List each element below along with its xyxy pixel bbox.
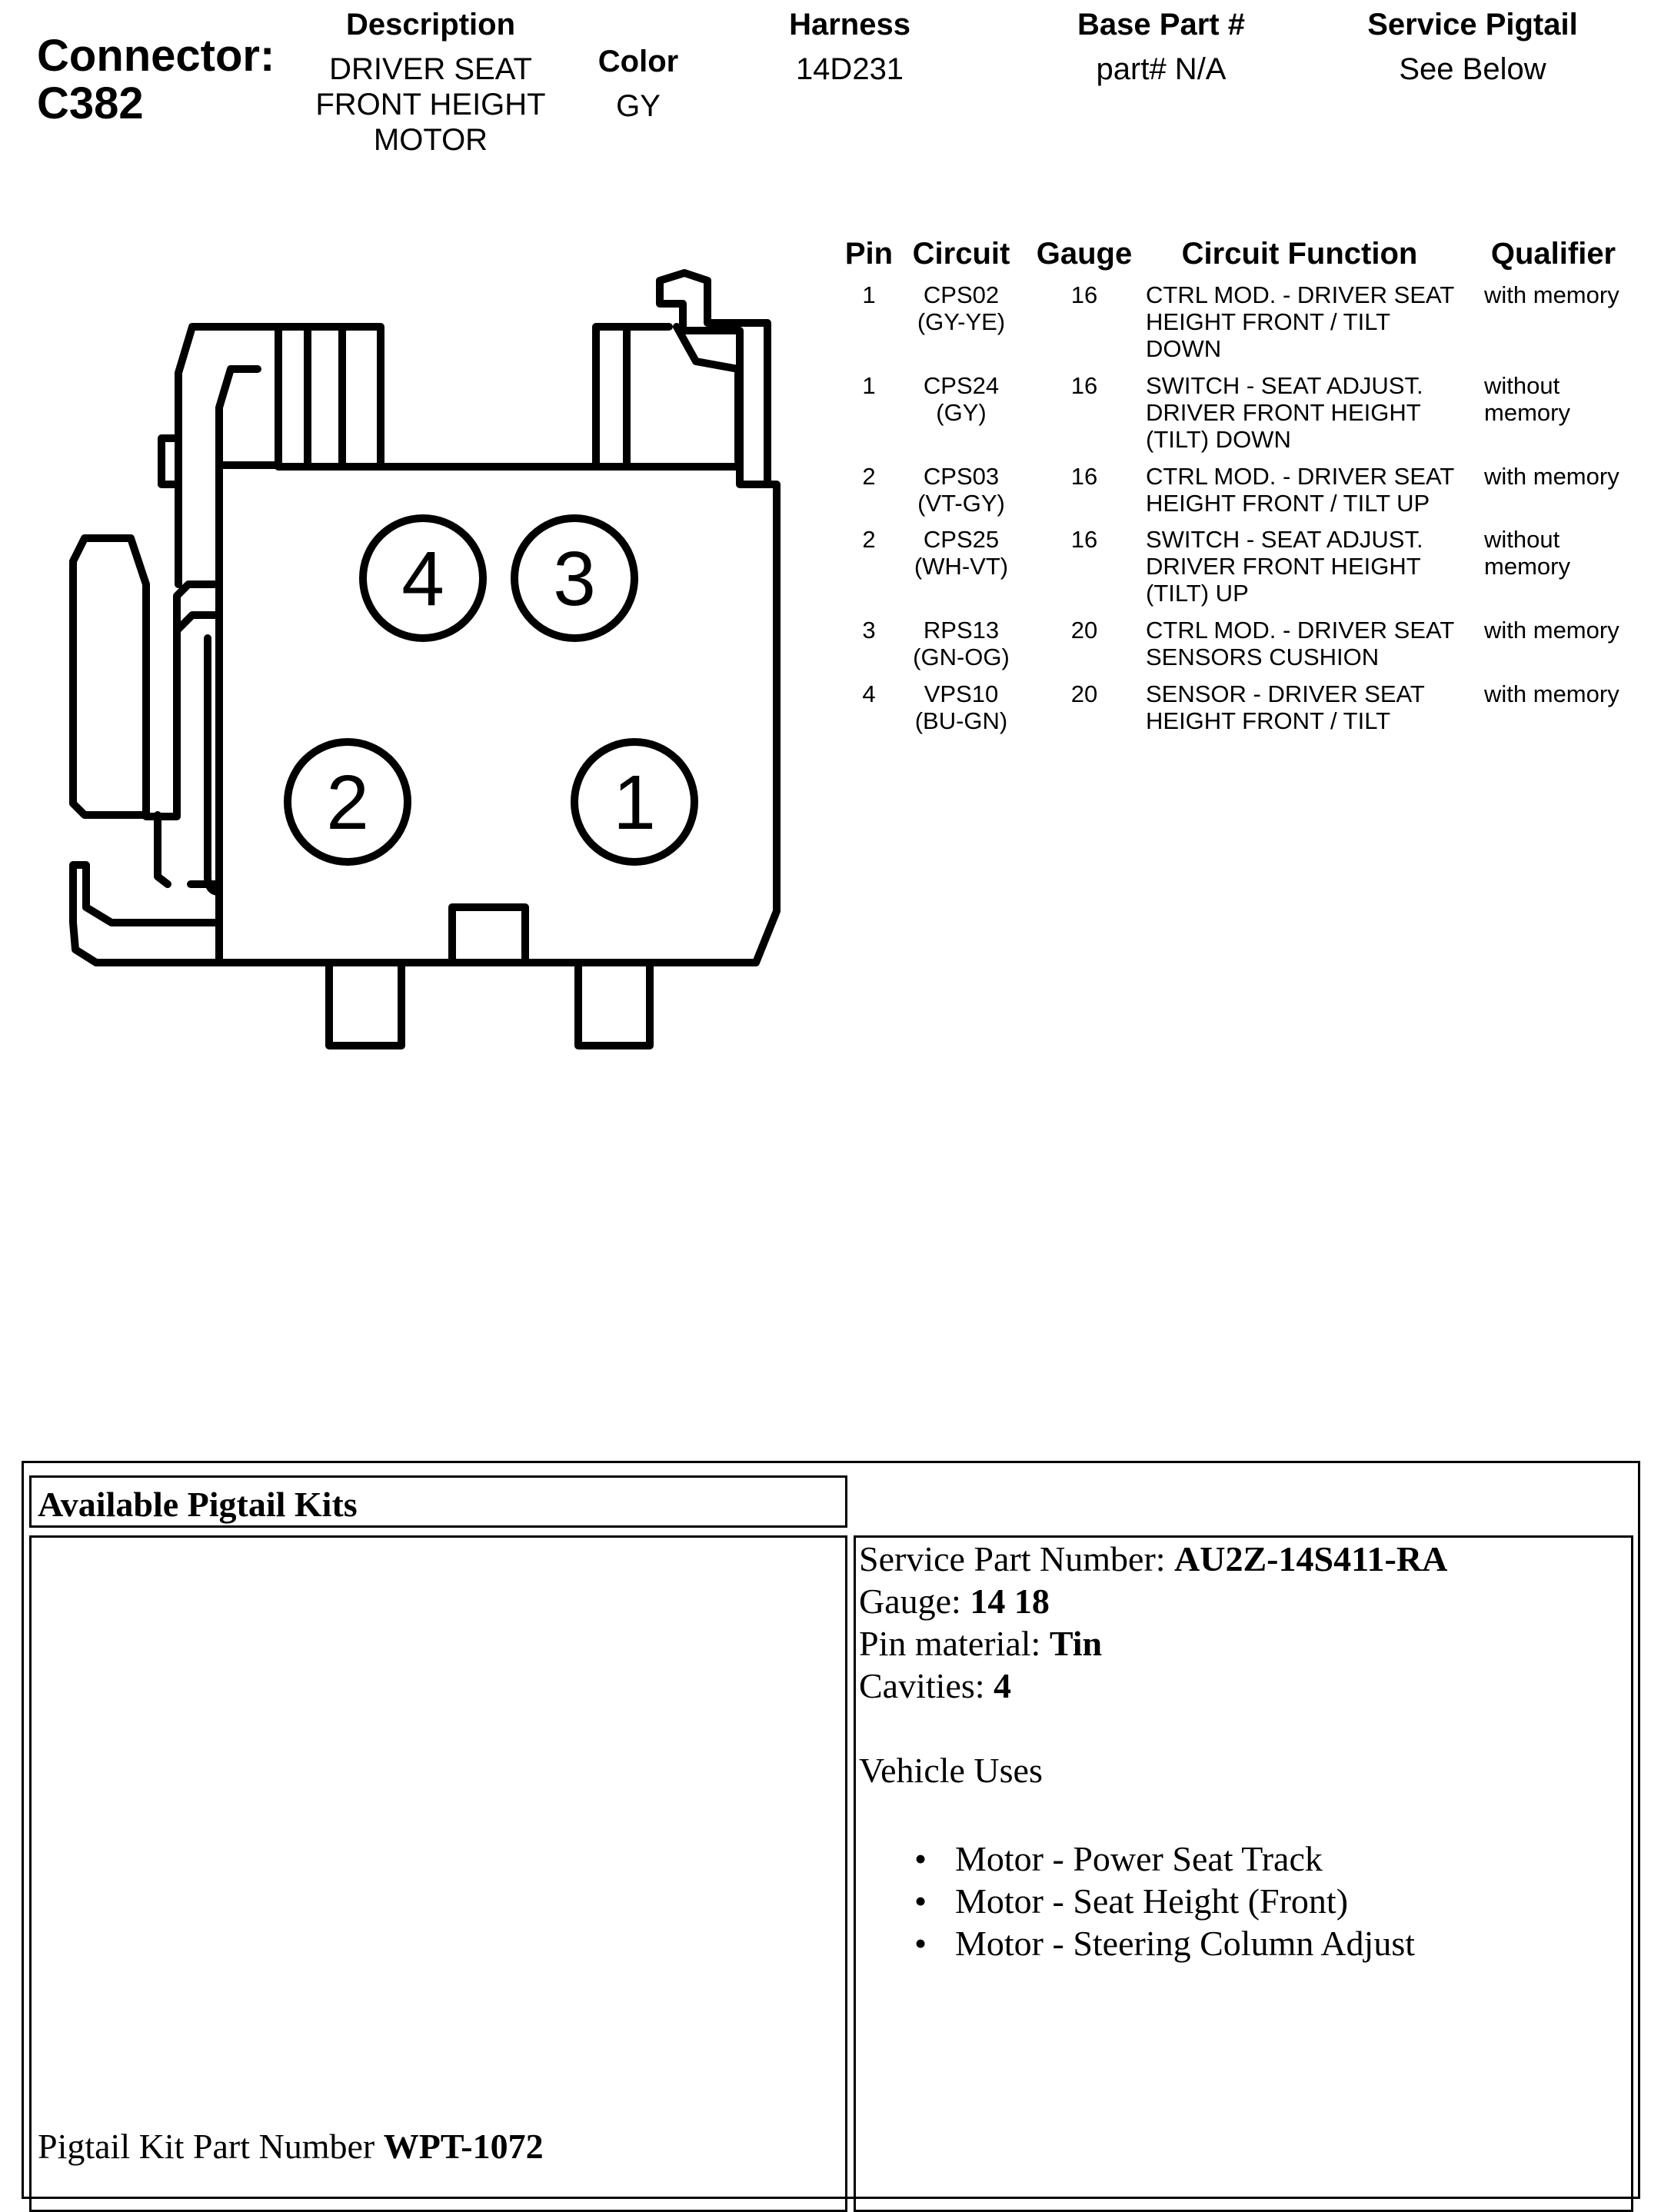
service-part-label: Service Part Number: [859, 1539, 1175, 1578]
col-function-header: Circuit Function [1181, 237, 1418, 271]
row-2-gauge: 16 [1070, 372, 1098, 399]
pin-table [838, 231, 1653, 753]
connector-diagram [0, 0, 815, 1076]
row-4-circuit: CPS25 (WH-VT) [914, 526, 1009, 580]
connector-body [219, 465, 777, 963]
pin-1-label: 1 [613, 760, 656, 846]
list-item: • Motor - Power Seat Track [859, 1838, 1628, 1880]
row-1-circuit: CPS02 (GY-YE) [917, 281, 1006, 335]
service-part-line [859, 1538, 1628, 1580]
cavities-label: Cavities: [859, 1666, 994, 1705]
color-label: Color [597, 45, 679, 78]
pin-material-label: Pin material: [859, 1624, 1050, 1663]
foot-left [329, 963, 401, 1046]
row-4-pin: 2 [862, 526, 876, 553]
pigtail-title: Available Pigtail Kits [38, 1485, 358, 1524]
cavities-value: 4 [994, 1666, 1012, 1705]
cavities-line [859, 1665, 1628, 1707]
row-4-function: SWITCH - SEAT ADJUST. DRIVER FRONT HEIGHT (TILT) UP [1146, 526, 1423, 607]
left-frame [178, 327, 278, 584]
row-1-qualifier: with memory [1484, 281, 1619, 308]
pigtail-title-cell [29, 1475, 847, 1528]
row-6-qualifier: with memory [1484, 680, 1619, 707]
harness-value: 14D231 [795, 52, 904, 86]
list-item: • Motor - Steering Column Adjust [859, 1922, 1628, 1964]
row-5-gauge: 20 [1070, 617, 1098, 644]
row-5-pin: 3 [862, 617, 876, 644]
row-3-circuit: CPS03 (VT-GY) [917, 463, 1005, 517]
row-6-gauge: 20 [1070, 680, 1098, 707]
col-pin-header: Pin [844, 237, 894, 271]
col-gauge-header: Gauge [1036, 237, 1133, 271]
row-4-qualifier: without memory [1484, 526, 1570, 580]
kit-part-label: Pigtail Kit Part Number [38, 2127, 384, 2166]
pigtail-details-cell [854, 1535, 1633, 2212]
right-latch-inner [677, 327, 738, 461]
base-part-value: part# N/A [1096, 52, 1227, 86]
row-6-function: SENSOR - DRIVER SEAT HEIGHT FRONT / TILT [1146, 680, 1425, 734]
row-6-circuit: VPS10 (BU-GN) [914, 680, 1008, 734]
service-pigtail-label: Service Pigtail [1367, 8, 1578, 42]
row-3-qualifier: with memory [1484, 463, 1619, 490]
connector-id: C382 [37, 78, 144, 128]
row-2-circuit: CPS24 (GY) [923, 372, 1000, 426]
gauge-line [859, 1580, 1628, 1622]
row-2-qualifier: without memory [1484, 372, 1570, 426]
row-1-pin: 1 [862, 281, 876, 308]
connector-label: Connector: [37, 31, 275, 81]
top-tower-right [596, 327, 669, 467]
row-3-gauge: 16 [1070, 463, 1098, 490]
row-5-circuit: RPS13 (GN-OG) [913, 617, 1010, 670]
left-bracket [73, 538, 219, 817]
kit-part-value: WPT-1072 [383, 2127, 544, 2166]
vehicle-uses-label: Vehicle Uses [859, 1751, 1043, 1790]
color-value: GY [616, 89, 661, 123]
pigtail-image-cell [29, 1535, 847, 2212]
vehicle-uses-list [859, 1838, 1628, 1964]
service-pigtail-value: See Below [1399, 52, 1546, 86]
pin-material-value: Tin [1049, 1624, 1103, 1663]
pigtail-kit-part [38, 2126, 544, 2167]
harness-label: Harness [789, 8, 910, 42]
col-qualifier-header: Qualifier [1490, 237, 1616, 271]
row-1-function: CTRL MOD. - DRIVER SEAT HEIGHT FRONT / TILT DOWN [1146, 281, 1455, 362]
row-5-qualifier: with memory [1484, 617, 1619, 644]
list-item: • Motor - Seat Height (Front) [859, 1880, 1628, 1922]
description-label: Description [345, 8, 516, 42]
gauge-value: 14 18 [970, 1582, 1050, 1621]
bottom-notch [452, 907, 525, 963]
pin-2-label: 2 [326, 760, 369, 846]
row-3-pin: 2 [862, 463, 876, 490]
right-latch [660, 273, 767, 484]
foot-right [578, 963, 650, 1046]
base-part-label: Base Part # [1077, 8, 1245, 42]
row-2-pin: 1 [862, 372, 876, 399]
row-5-function: CTRL MOD. - DRIVER SEAT SENSORS CUSHION [1146, 617, 1455, 670]
pin-4-label: 4 [401, 536, 444, 622]
hook [73, 865, 219, 963]
pigtail-details [859, 1538, 1628, 1964]
row-4-gauge: 16 [1070, 526, 1098, 553]
row-2-function: SWITCH - SEAT ADJUST. DRIVER FRONT HEIGHT (TILT) DOWN [1146, 372, 1423, 453]
pin-material-line [859, 1622, 1628, 1665]
row-6-pin: 4 [862, 680, 876, 707]
row-1-gauge: 16 [1070, 281, 1098, 308]
top-tower-left [278, 327, 381, 467]
service-part-value: AU2Z-14S411-RA [1174, 1539, 1448, 1578]
gauge-label: Gauge: [859, 1582, 970, 1621]
col-circuit-header: Circuit [912, 237, 1010, 271]
description-value: DRIVER SEAT FRONT HEIGHT MOTOR [315, 52, 546, 157]
pin-3-label: 3 [553, 536, 596, 622]
row-3-function: CTRL MOD. - DRIVER SEAT HEIGHT FRONT / TILT UP [1146, 463, 1455, 517]
